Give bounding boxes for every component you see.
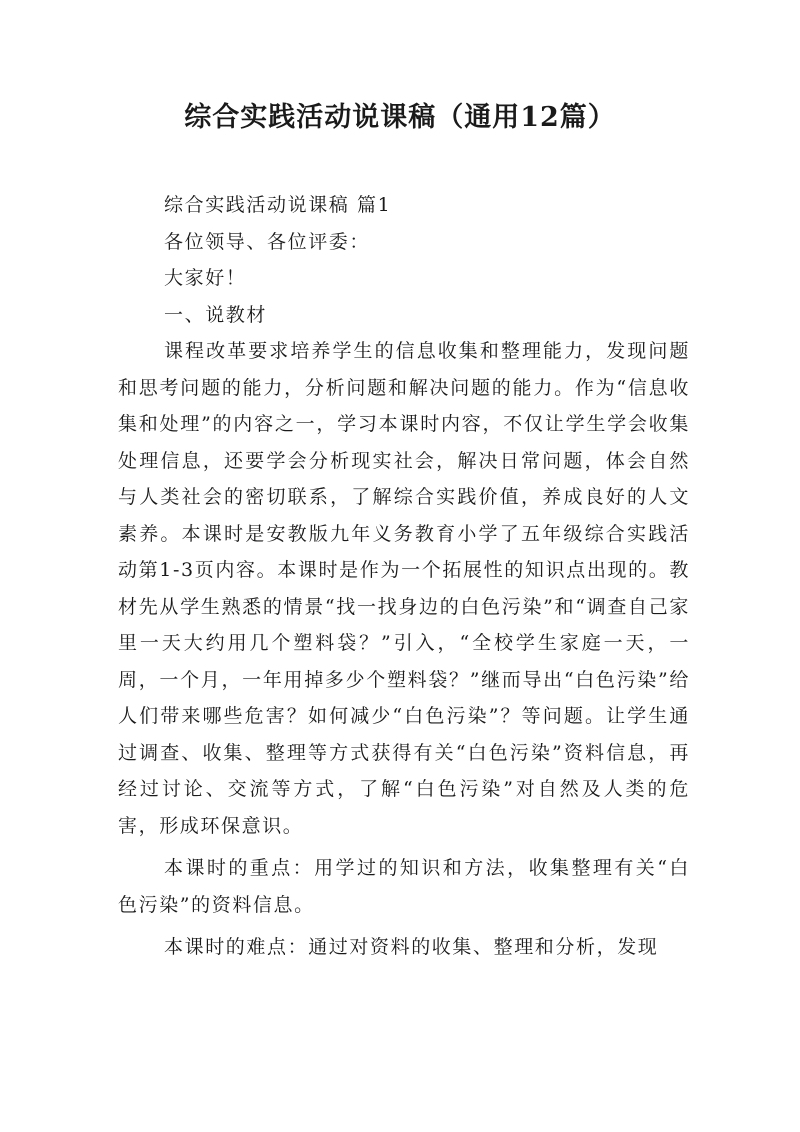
salutation: 各位领导、各位评委：: [164, 230, 371, 253]
section-heading: 综合实践活动说课稿 篇1: [164, 194, 392, 216]
paragraph-difficulty: 本课时的难点：通过对资料的收集、整理和分析，发现: [164, 936, 659, 958]
document-body: [118, 187, 690, 966]
paragraph-key-point: 本课时的重点：用学过的知识和方法，收集整理有关“白色污染”的资料信息。: [118, 857, 690, 916]
subsection-heading: 一、说教材: [164, 303, 268, 326]
greeting: 大家好！: [164, 267, 247, 289]
document-title: 综合实践活动说课稿（通用12篇）: [184, 102, 616, 133]
paragraph-textbook: 课程改革要求培养学生的信息收集和整理能力，发现问题和思考问题的能力，分析问题和解决问题的能力。作为“信息收集和处理”的内容之一，学习本课时内容，不仅让学生学会收集处理信息，还要学会分析现实社会，解决日常问题，体会自然与人类社会的密切联系，了解综合实践价值，养成良好的人文素养。本课时是安教版九年义务教育小学了五年级综合实践活动第1-3页内容。本课时是作为一个拓展性的知识点出现的。教材先从学生熟悉的情景“找一找身边的白色污染”和“调查自己家里一天大约用几个塑料袋？”引入，“全校学生家庭一天，一周，一个月，一年用掉多少个塑料袋？”继而导出“白色污染”给人们带来哪些危害？如何减少“白色污染”？等问题。让学生通过调查、收集、整理等方式获得有关“白色污染”资料信息，再经过讨论、交流等方式，了解“白色污染”对自然及人类的危害，形成环保意识。: [118, 340, 690, 837]
